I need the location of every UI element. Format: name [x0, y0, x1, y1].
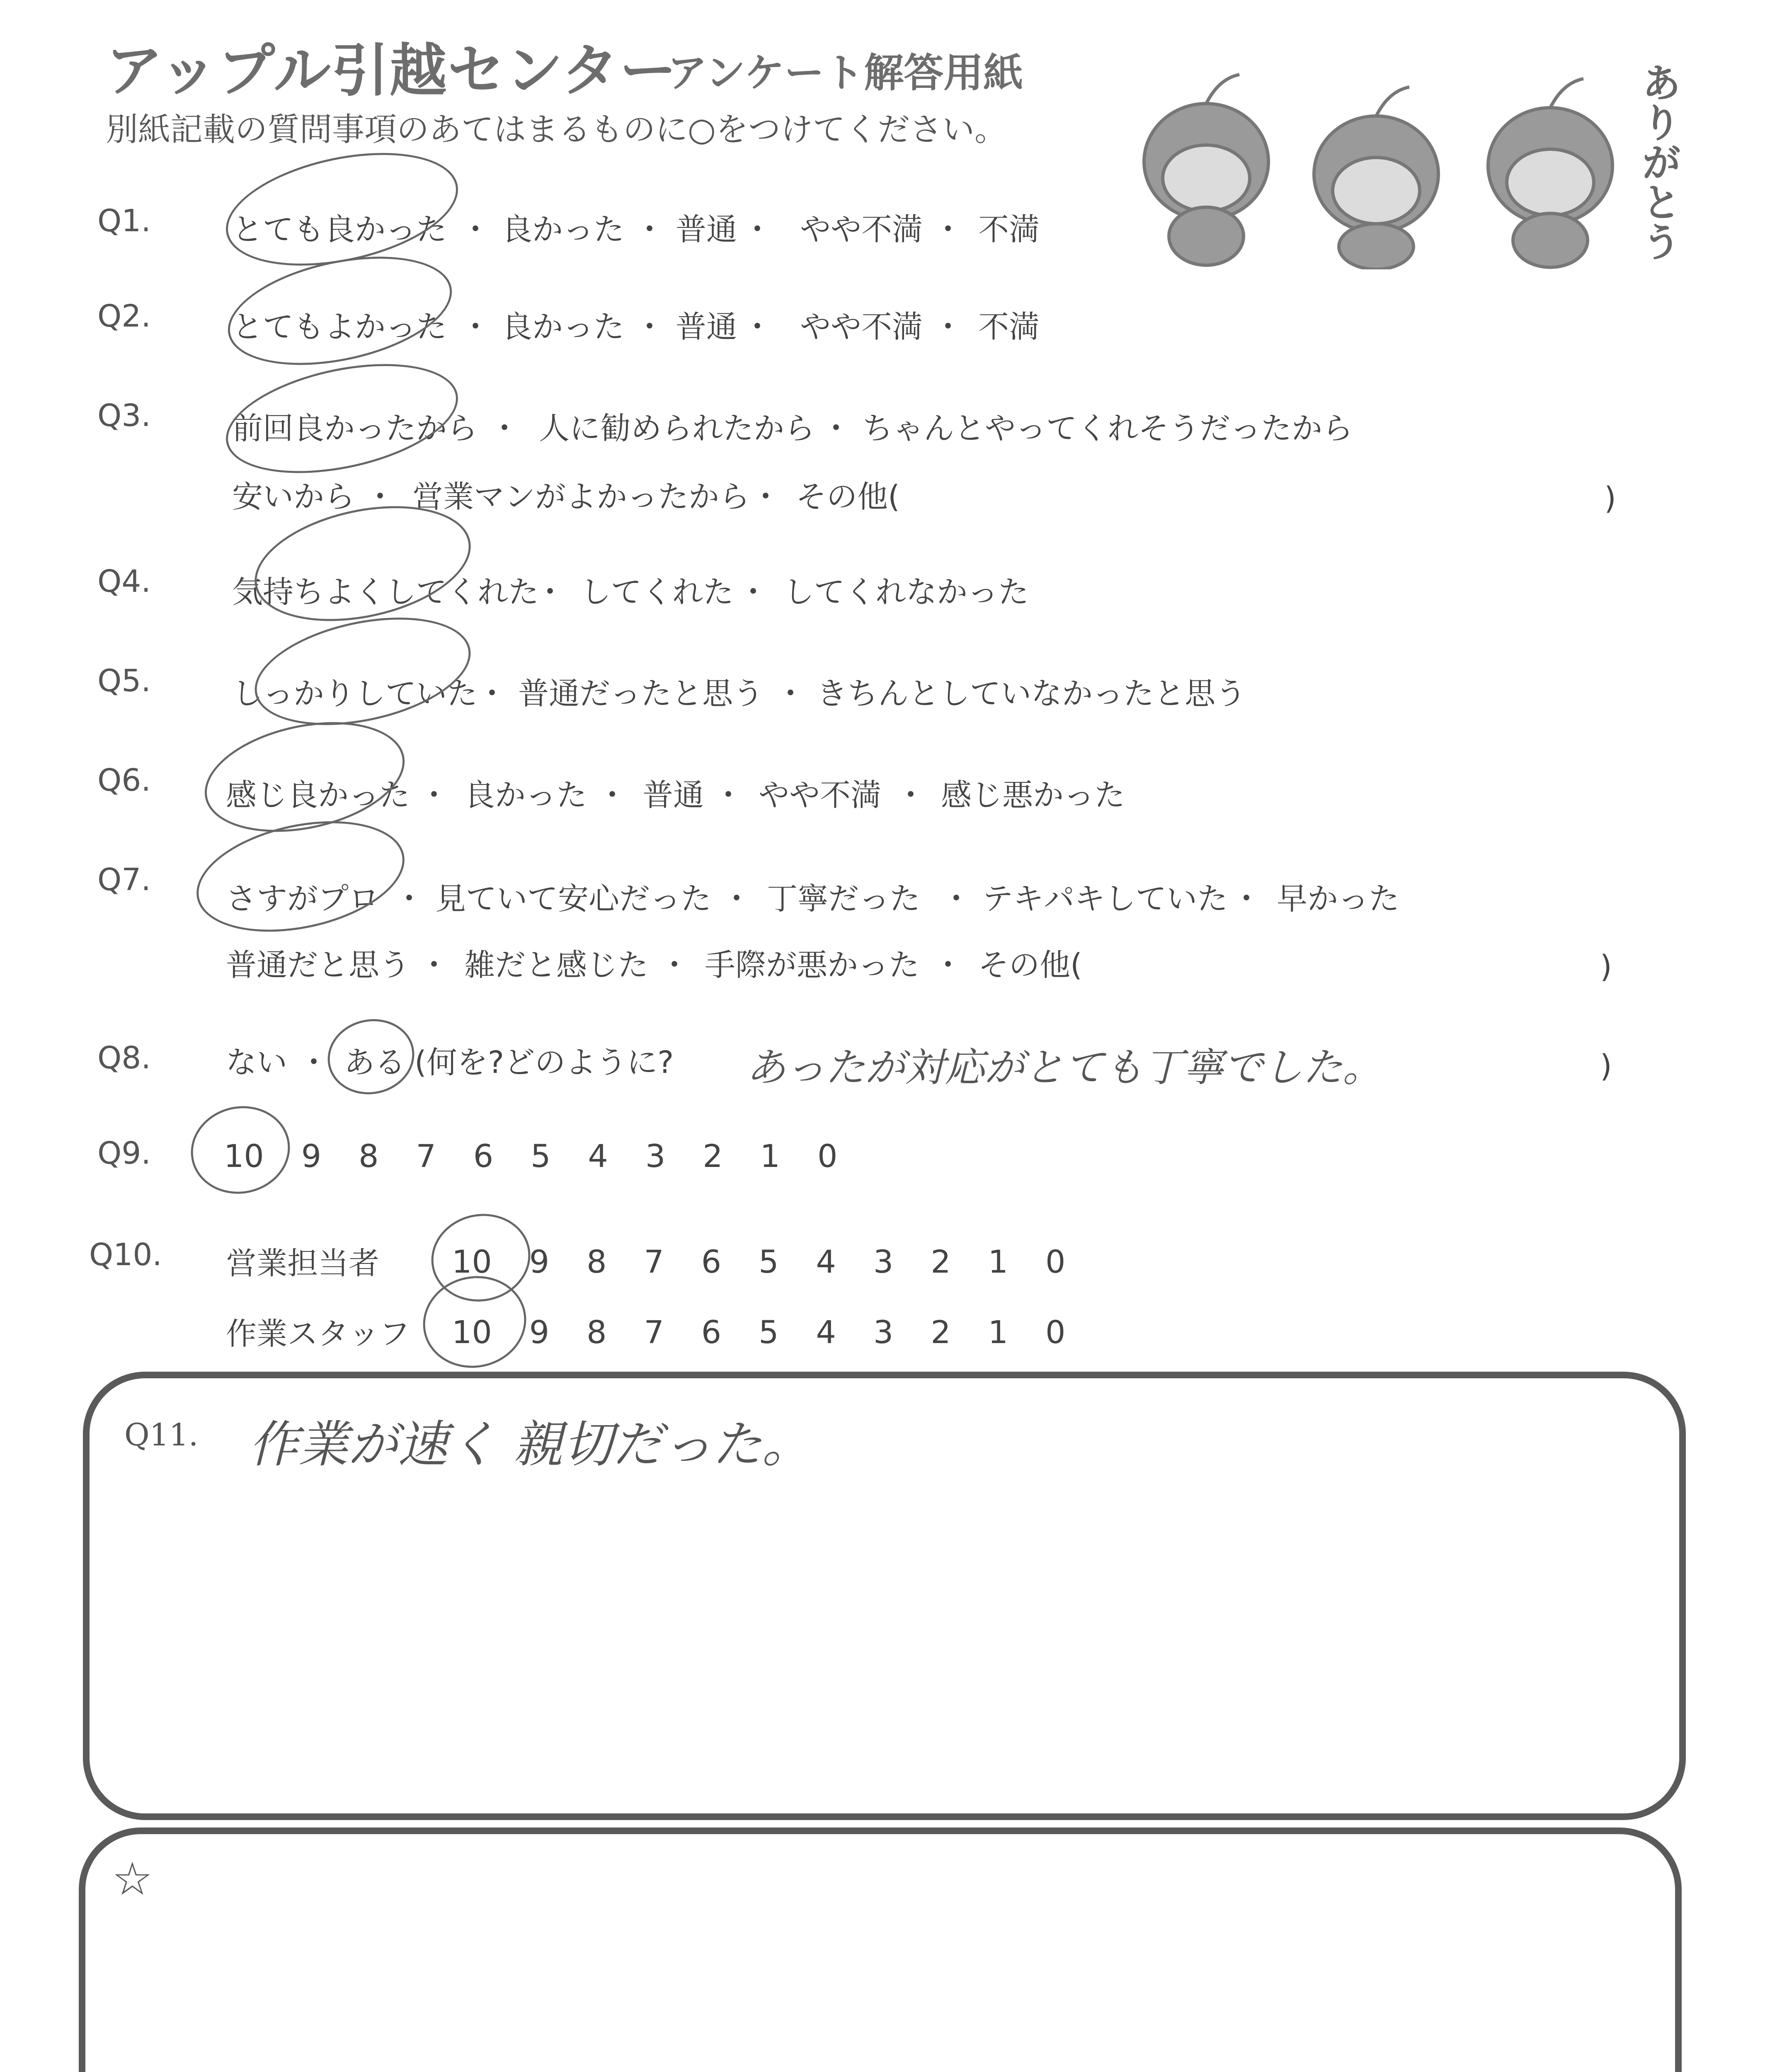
scale-value-3[interactable]: 3 [873, 1243, 894, 1280]
separator: ・ [721, 881, 752, 917]
scale-value-3[interactable]: 3 [645, 1138, 666, 1174]
free-comment-box[interactable] [79, 1828, 1682, 2072]
q7-label: Q7. [97, 862, 151, 898]
q3-option-5[interactable]: 営業マンがよかったから [412, 479, 750, 515]
q7-option-8[interactable]: 手際が悪かった [705, 947, 919, 983]
q5-label: Q5. [97, 663, 151, 699]
scale-value-1[interactable]: 1 [760, 1138, 780, 1174]
form-subtitle: アンケート解答用紙 [667, 50, 1023, 96]
q8-close-paren: ) [1600, 1048, 1612, 1084]
q10-staff-scale [452, 1314, 1065, 1351]
separator: ・ [775, 676, 806, 712]
q3-option-1[interactable]: 前回良かったから [232, 411, 478, 446]
q2-option-3[interactable]: 普通 [676, 309, 737, 345]
separator: ・ [713, 777, 744, 813]
q8-option-yes[interactable]: ある [344, 1045, 405, 1080]
q7-option-1[interactable]: さすがプロ [226, 881, 379, 917]
scale-value-0[interactable]: 0 [1045, 1314, 1066, 1351]
scale-value-4[interactable]: 4 [588, 1138, 608, 1174]
q10-label: Q10. [89, 1237, 162, 1273]
q7-option-other[interactable]: その他( [978, 947, 1082, 983]
q8-option-none[interactable]: ない [226, 1045, 287, 1080]
q8-handwritten-answer[interactable]: あったが対応がとても丁寧でした。 [746, 1044, 1383, 1091]
scale-value-10[interactable]: 10 [452, 1314, 492, 1351]
separator: ・ [419, 777, 449, 813]
selection-circle [321, 1011, 422, 1102]
q4-option-1[interactable]: 気持ちよくしてくれた [232, 574, 539, 610]
q10-staff-label: 作業スタッフ [226, 1316, 410, 1352]
separator: ・ [365, 479, 395, 515]
q2-option-4[interactable]: やや不満 [800, 309, 923, 345]
form-title: アップル引越センター [106, 37, 678, 104]
separator: ・ [298, 1045, 329, 1080]
q9-label: Q9. [97, 1135, 151, 1171]
scale-value-9[interactable]: 9 [529, 1243, 550, 1280]
scale-value-8[interactable]: 8 [359, 1138, 379, 1174]
q3-option-2[interactable]: 人に勧められたから [539, 411, 815, 446]
q1-option-4[interactable]: やや不満 [800, 212, 923, 247]
q8-prompt: (何を?どのように? [415, 1045, 674, 1080]
selection-circle [187, 804, 415, 949]
q5-option-2[interactable]: 普通だったと思う [518, 676, 764, 712]
selection-circle [183, 1097, 298, 1203]
q2-option-1[interactable]: とてもよかった [232, 309, 447, 345]
selection-circle [216, 345, 468, 491]
scale-value-7[interactable]: 7 [644, 1243, 664, 1280]
scale-value-6[interactable]: 6 [473, 1138, 494, 1174]
scale-value-2[interactable]: 2 [931, 1243, 951, 1280]
separator: ・ [394, 881, 424, 917]
scale-value-1[interactable]: 1 [988, 1314, 1008, 1351]
separator: ・ [1231, 881, 1262, 917]
q7-option-5[interactable]: 早かった [1277, 881, 1399, 917]
q8-label: Q8. [97, 1040, 151, 1076]
scale-value-8[interactable]: 8 [587, 1243, 607, 1280]
scale-value-1[interactable]: 1 [988, 1243, 1008, 1280]
scale-value-2[interactable]: 2 [931, 1314, 951, 1351]
separator: ・ [933, 947, 963, 983]
q3-label: Q3. [97, 398, 151, 433]
scale-value-5[interactable]: 5 [759, 1243, 779, 1280]
q11-handwritten-answer[interactable]: 作業が速く 親切だった。 [249, 1416, 812, 1474]
scale-value-6[interactable]: 6 [701, 1243, 722, 1280]
q7-close-paren: ) [1600, 949, 1612, 985]
scale-value-8[interactable]: 8 [587, 1314, 607, 1351]
scale-value-7[interactable]: 7 [416, 1138, 436, 1174]
q4-option-3[interactable]: してくれなかった [783, 574, 1029, 610]
separator: ・ [941, 881, 972, 917]
separator: ・ [738, 574, 769, 610]
q7-option-4[interactable]: テキパキしていた [982, 881, 1228, 917]
scale-value-5[interactable]: 5 [531, 1138, 551, 1174]
q2-label: Q2. [97, 298, 151, 334]
separator: ・ [597, 777, 628, 813]
q7-option-3[interactable]: 丁寧だった [767, 881, 920, 917]
separator: ・ [634, 212, 665, 247]
scale-value-5[interactable]: 5 [759, 1314, 779, 1351]
q10-sales-scale [452, 1243, 1065, 1280]
scale-value-4[interactable]: 4 [816, 1314, 836, 1351]
scale-value-10[interactable]: 10 [452, 1243, 492, 1280]
separator: ・ [742, 309, 773, 345]
separator: ・ [489, 411, 520, 446]
instruction-text: 別紙記載の質問事項のあてはまるものに○をつけてください。 [106, 111, 1007, 148]
separator: ・ [477, 676, 507, 712]
q2-option-5[interactable]: 不満 [978, 309, 1040, 345]
selection-circle [245, 600, 480, 743]
separator: ・ [460, 212, 491, 247]
scale-value-0[interactable]: 0 [1045, 1243, 1066, 1280]
q3-option-3[interactable]: ちゃんとやってくれそうだったから [862, 411, 1353, 446]
q1-option-5[interactable]: 不満 [978, 212, 1040, 247]
scale-value-7[interactable]: 7 [644, 1314, 664, 1351]
q1-option-3[interactable]: 普通 [676, 212, 737, 247]
q7-option-7[interactable]: 雑だと感じた [464, 947, 648, 983]
q3-option-4[interactable]: 安いから [232, 479, 355, 515]
q6-label: Q6. [97, 762, 151, 798]
separator: ・ [419, 947, 449, 983]
separator: ・ [634, 309, 665, 345]
separator: ・ [750, 479, 781, 515]
q5-option-1[interactable]: しっかりしていた [232, 676, 478, 712]
q6-option-4[interactable]: やや不満 [759, 777, 881, 813]
q7-option-2[interactable]: 見ていて安心だった [435, 881, 711, 917]
q6-option-1[interactable]: 感じ良かった [226, 777, 410, 813]
q9-scale [224, 1138, 837, 1174]
scale-value-9[interactable]: 9 [529, 1314, 550, 1351]
q6-option-3[interactable]: 普通 [642, 777, 704, 813]
q5-option-3[interactable]: きちんとしていなかったと思う [817, 676, 1246, 712]
selection-circle [218, 238, 462, 383]
scale-value-2[interactable]: 2 [703, 1138, 723, 1174]
separator: ・ [895, 777, 926, 813]
scale-value-6[interactable]: 6 [701, 1314, 722, 1351]
q3-close-paren: ) [1604, 481, 1616, 516]
scale-value-0[interactable]: 0 [817, 1138, 838, 1174]
q3-option-other[interactable]: その他( [796, 479, 900, 515]
separator: ・ [659, 947, 690, 983]
q1-option-2[interactable]: 良かった [502, 212, 624, 247]
separator: ・ [933, 212, 963, 247]
q4-option-2[interactable]: してくれた [580, 574, 734, 610]
mascot-monkeys-illustration [1127, 54, 1700, 269]
q10-sales-label: 営業担当者 [226, 1246, 379, 1281]
q7-option-6[interactable]: 普通だと思う [226, 947, 410, 983]
star-icon: ☆ [112, 1852, 153, 1905]
q6-option-5[interactable]: 感じ悪かった [941, 777, 1125, 813]
separator: ・ [821, 411, 851, 446]
q2-option-2[interactable]: 良かった [502, 309, 624, 345]
separator: ・ [460, 309, 491, 345]
q4-label: Q4. [97, 564, 151, 599]
q6-option-2[interactable]: 良かった [464, 777, 587, 813]
q1-label: Q1. [97, 203, 151, 239]
separator: ・ [742, 212, 773, 247]
q1-option-1[interactable]: とても良かった [232, 212, 447, 247]
separator: ・ [933, 309, 963, 345]
separator: ・ [535, 574, 565, 610]
scale-value-4[interactable]: 4 [816, 1243, 836, 1280]
scale-value-10[interactable]: 10 [224, 1138, 264, 1174]
q11-label: Q11. [124, 1417, 199, 1453]
mascot-thanks-text: ありがとう [1635, 62, 1682, 261]
scale-value-3[interactable]: 3 [873, 1314, 894, 1351]
scale-value-9[interactable]: 9 [301, 1138, 322, 1174]
